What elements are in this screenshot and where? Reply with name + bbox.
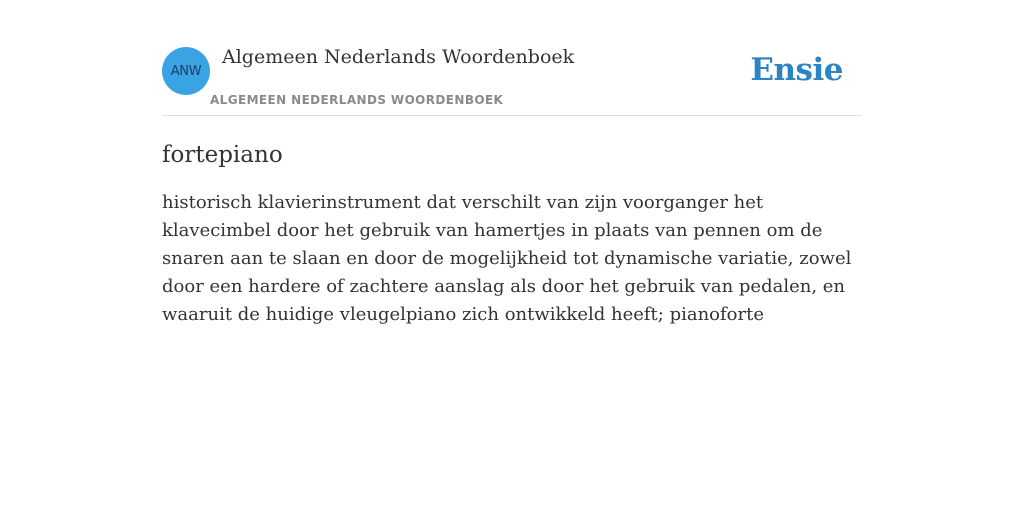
source-subtitle: ALGEMEEN NEDERLANDS WOORDENBOEK [210,93,504,107]
entry-definition: historisch klavierinstrument dat verschilt van zijn voorganger het klavecimbel door het gebruik van hamertjes in plaats van pennen om de snaren aan te slaan en door de mogelijkheid tot dynamische variatie, zowel door een hardere of zachtere aanslag als door het gebruik van pedalen, en waaruit de huidige vleugelpiano zich ontwikkeld heeft; pianoforte [162,192,852,325]
source-logo[interactable] [162,47,210,95]
source-logo-text: ANW [170,63,202,79]
entry-term: fortepiano [162,142,283,168]
source-title[interactable]: Algemeen Nederlands Woordenboek [222,46,575,68]
entry-header [162,46,862,116]
page-container [162,0,862,329]
brand-logo[interactable]: Ensie [750,52,843,88]
